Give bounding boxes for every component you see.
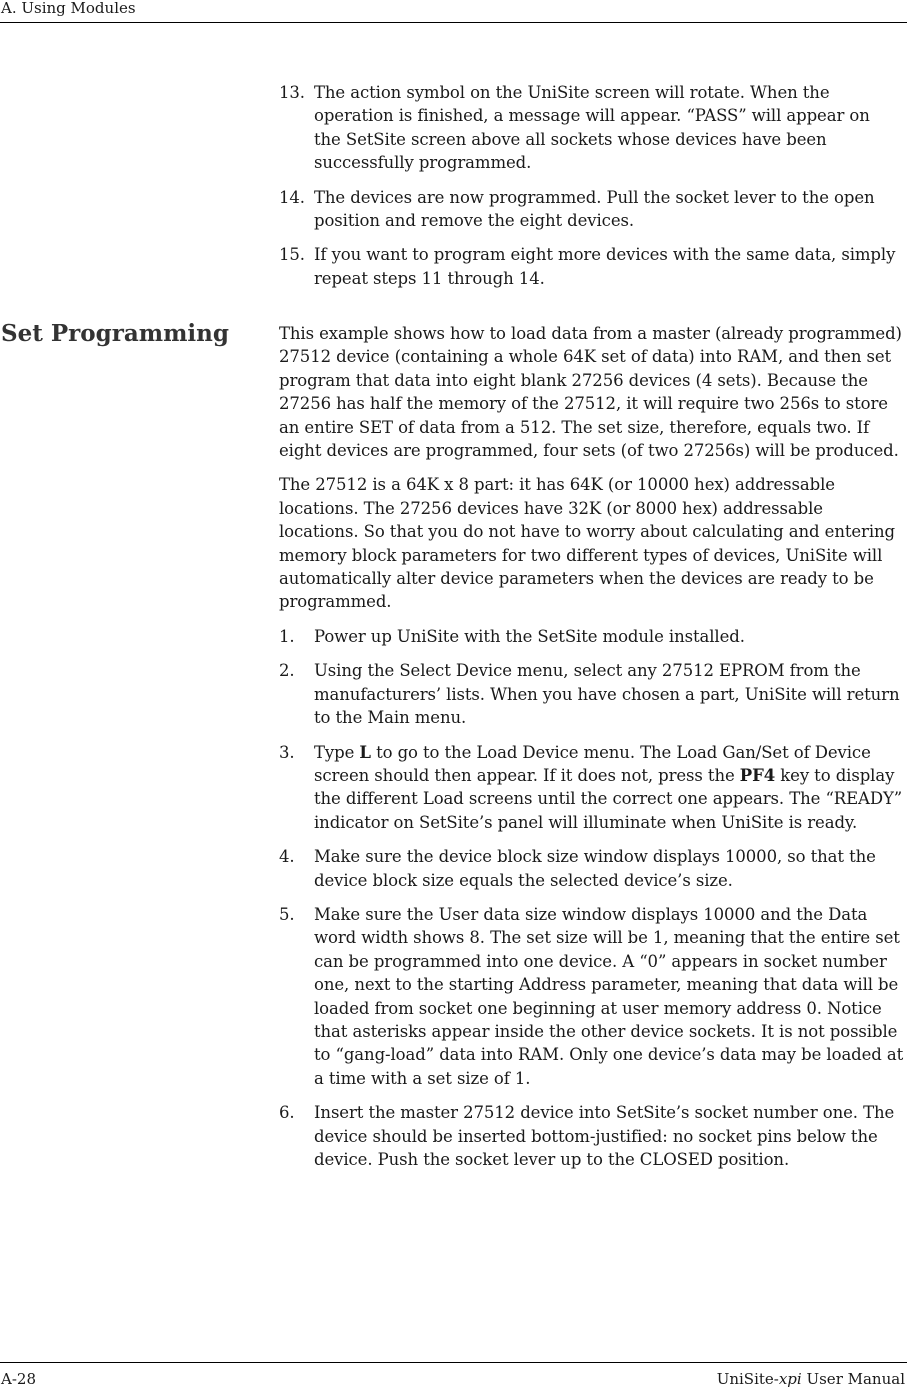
list-item: [279, 741, 904, 835]
step-text-mid: to go to the Load Device menu. The Load Gan/Set of Device screen should then appear. If it does not, press the: [314, 742, 871, 785]
step-text: Power up UniSite with the SetSite module installed.: [314, 626, 745, 646]
list-item: [279, 625, 904, 648]
list-item: [279, 659, 904, 729]
step-number: 6.: [279, 1103, 295, 1123]
step-text: The devices are now programmed. Pull the socket lever to the open position and remove the eight devices.: [314, 187, 875, 231]
step-number: 14.: [279, 187, 305, 207]
list-item: [279, 845, 904, 892]
step-text: Make sure the User data size window displays 10000 and the Data word width shows 8. The set size will be 1, meaning that the entire set can be programmed into one device. A “0” appears in socket number one, next to the starting Address parameter, meaning that data will be loaded from socket one beginning at user memory address 0. Notice that asterisks appear inside the other device sockets. It is not possible to “gang-load” data into RAM. Only one device’s data may be loaded at a time with a set size of 1.: [314, 904, 904, 1088]
intro-paragraph: This example shows how to load data from a master (already programmed) 27512 device (containing a whole 64K set of data) into RAM, and then set program that data into eight blank 27256 devices (4 sets). Because the 27256 has half the memory of the 27512, it will require two 256s to store an entire SET of data from a 512. The set size, therefore, equals two. If eight devices are programmed, four sets (of two 27256s) will be produced.: [279, 324, 902, 461]
step-number: 13.: [279, 83, 305, 102]
step-text: Using the Select Device menu, select any 27512 EPROM from the manufacturers’ lists. When you have chosen a part, UniSite will return to the Main menu.: [314, 661, 900, 728]
procedure-steps-list: [279, 625, 904, 1172]
details-paragraph: The 27512 is a 64K x 8 part: it has 64K (or 10000 hex) addressable locations. The 27256 devices have 32K (or 8000 hex) addressable locations. So that you do not have to worry about calculating and entering memory block parameters for two different types of devices, UniSite will automatically alter device parameters when the devices are ready to be programmed.: [279, 475, 895, 612]
list-item: [279, 243, 899, 290]
key-pf4: PF4: [739, 765, 776, 785]
manual-title-suffix: User Manual: [801, 1370, 905, 1388]
section-heading: Set Programming: [1, 320, 229, 347]
step-number: 5.: [279, 904, 295, 924]
header-title: A. Using Modules: [1, 0, 136, 17]
step-number: 3.: [279, 742, 295, 762]
step-text-pre: Type: [314, 742, 360, 762]
list-item: [279, 81, 899, 175]
page-number: A-28: [1, 1370, 36, 1388]
key-l: L: [359, 742, 371, 762]
list-item: [279, 903, 904, 1090]
continued-steps-list: [279, 81, 899, 301]
list-item: [279, 1101, 904, 1171]
step-number: 2.: [279, 661, 295, 681]
running-footer: [0, 1362, 907, 1390]
step-text: Insert the master 27512 device into SetSite’s socket number one. The device should be inserted bottom-justified: no socket pins below the device. Push the socket lever up to the CLOSED position.: [314, 1103, 895, 1169]
manual-title-italic: xpi: [778, 1370, 802, 1388]
step-number: 4.: [279, 847, 295, 867]
manual-title: [717, 1370, 905, 1388]
step-text: Make sure the device block size window displays 10000, so that the device block size equals the selected device’s size.: [314, 847, 876, 890]
list-item: [279, 186, 899, 233]
step-number: 15.: [279, 245, 305, 265]
manual-title-prefix: UniSite-: [716, 1370, 779, 1388]
step-text-post: key to display the different Load screens until the correct one appears. The “READY” indicator on SetSite’s panel will illuminate when UniSite is ready.: [314, 765, 903, 832]
step-number: 1.: [279, 626, 295, 646]
running-header: [0, 0, 907, 23]
step-text: If you want to program eight more devices with the same data, simply repeat steps 11 through 14.: [314, 245, 896, 288]
section-body: [279, 322, 904, 1182]
step-text: The action symbol on the UniSite screen will rotate. When the operation is finished, a message will appear. “PASS” will appear on the SetSite screen above all sockets whose devices have been successfully programmed.: [314, 83, 870, 173]
